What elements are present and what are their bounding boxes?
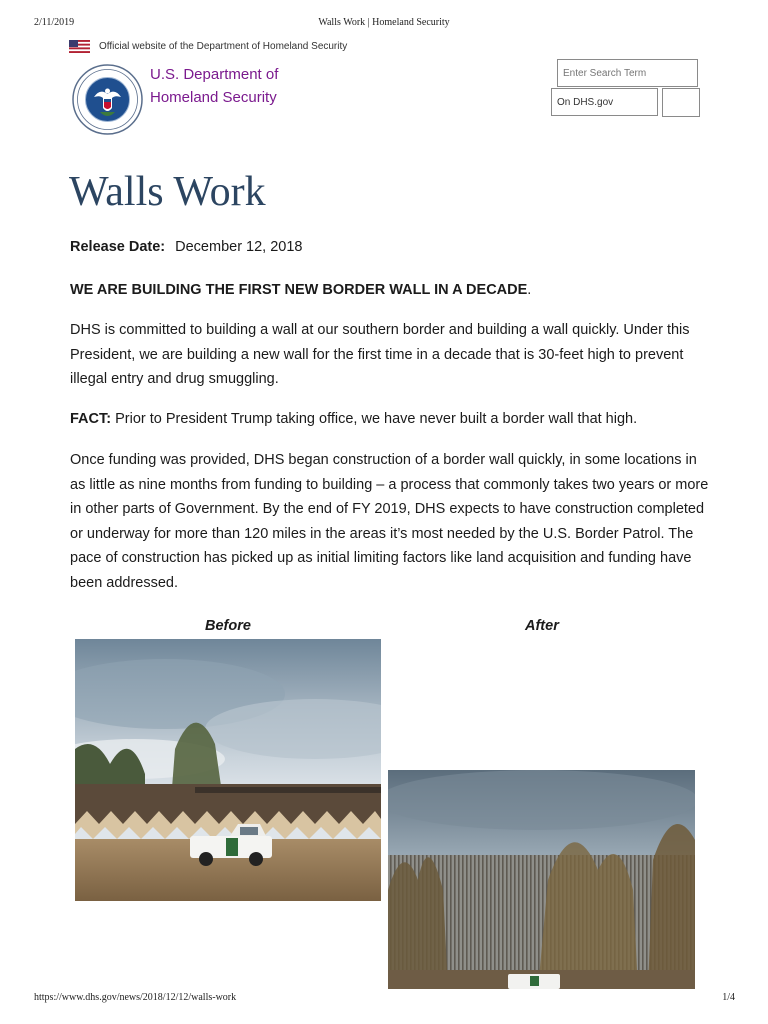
after-photo — [388, 770, 695, 989]
page-title: Walls Work — [69, 169, 266, 215]
us-flag-icon — [69, 40, 90, 53]
before-photo — [75, 639, 381, 901]
fact-statement — [70, 407, 710, 432]
search-scope-label: On DHS.gov — [557, 96, 614, 108]
release-date-line — [70, 236, 303, 258]
official-site-banner — [69, 38, 347, 54]
search-input[interactable] — [557, 59, 698, 87]
print-date: 2/11/2019 — [34, 17, 75, 28]
agency-name-line2[interactable]: Homeland Security — [150, 89, 277, 106]
fact-label: FACT: — [70, 411, 112, 427]
lead-text: WE ARE BUILDING THE FIRST NEW BORDER WALL IN A DECADE — [70, 282, 528, 298]
agency-name-link[interactable] — [150, 63, 278, 109]
release-date-value: December 12, 2018 — [175, 239, 303, 255]
release-date-label: Release Date: — [70, 239, 166, 255]
paragraph-funding: Once funding was provided, DHS began construction of a border wall quickly, in some locations in as little as nine months from funding to building – a process that commonly takes two years or more in other parts of Government. By the end of FY 2019, DHS expects to have construction completed or underway for more than 120 miles in the areas it’s most needed by the U.S. Border Patrol. The pace of construction has picked up as initial limiting factors like land acquisition and funding have been addressed. — [70, 452, 709, 591]
official-site-text: Official website of the Department of Homeland Security — [99, 40, 348, 52]
fact-text: Prior to President Trump taking office, we have never built a border wall that high. — [111, 411, 638, 427]
print-url: https://www.dhs.gov/news/2018/12/12/walls-work — [34, 992, 237, 1003]
lead-period: . — [527, 282, 532, 298]
paragraph-commitment: DHS is committed to building a wall at our southern border and building a wall quickly. Under this President, we are building a new wall for the first time in a decade that is 30-feet high to prevent illegal entry and drug smuggling. — [70, 322, 690, 387]
search-button[interactable] — [662, 88, 700, 117]
print-page-title: Walls Work | Homeland Security — [318, 17, 450, 28]
search-scope-select[interactable] — [551, 88, 658, 116]
agency-name-line1[interactable]: U.S. Department of — [150, 66, 279, 83]
lead-statement — [70, 278, 710, 303]
print-page-number: 1/4 — [722, 992, 735, 1003]
after-caption: After — [525, 618, 559, 634]
before-caption: Before — [205, 618, 251, 634]
dhs-seal-icon[interactable] — [72, 64, 143, 135]
